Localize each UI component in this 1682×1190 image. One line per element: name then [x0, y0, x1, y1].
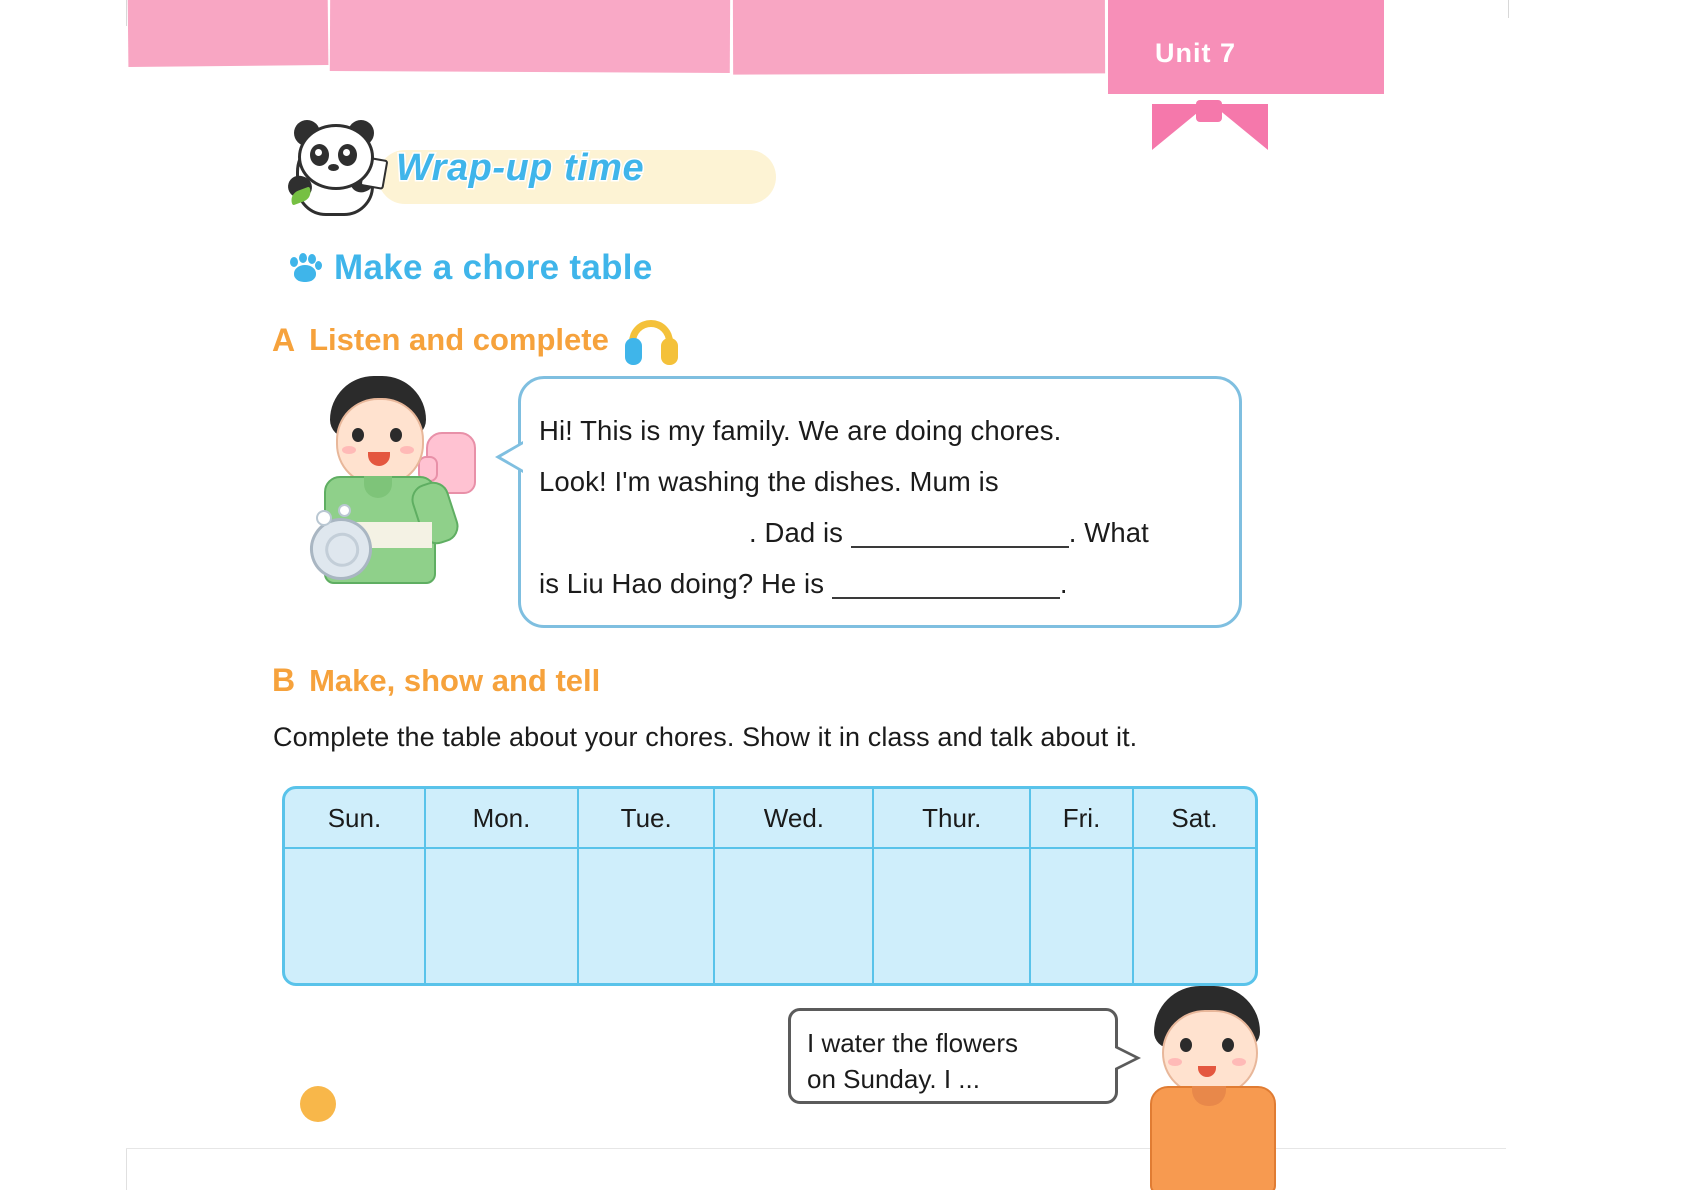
chore-table-header-row	[285, 789, 1255, 848]
boy-face	[336, 398, 424, 486]
section-a-heading: Listen and complete	[309, 322, 609, 357]
chore-cell-tue[interactable]	[578, 848, 714, 986]
section-b-letter: B	[272, 662, 296, 698]
boy-washing-dishes-illustration	[308, 372, 478, 602]
banner-strip-3	[733, 0, 1105, 75]
answer-blank-dad[interactable]	[851, 518, 1069, 548]
chore-table-header-sat: Sat.	[1133, 789, 1255, 848]
unit-ribbon-block	[1108, 0, 1384, 94]
page-bottom-rule	[126, 1148, 1506, 1149]
panda-mascot-icon	[286, 114, 382, 220]
lesson-title: Make a chore table	[334, 248, 653, 287]
speech-bubble-a	[518, 376, 1242, 628]
section-a-heading-row	[272, 316, 679, 364]
page-top-banner	[0, 0, 1682, 110]
chore-cell-mon[interactable]	[425, 848, 578, 986]
page-edge-line-right	[1508, 0, 1509, 18]
chore-table-header-wed: Wed.	[714, 789, 873, 848]
chore-table-header-sun: Sun.	[285, 789, 425, 848]
panda-eye-left	[310, 144, 329, 166]
chore-table-header-thur: Thur.	[873, 789, 1030, 848]
banner-strip-2	[330, 0, 730, 73]
speech-line-3-post: . What	[1068, 517, 1149, 548]
chore-table-header-tue: Tue.	[578, 789, 714, 848]
speech-b-line-2: on Sunday. I ...	[807, 1064, 980, 1094]
boy-b-cheek-right	[1232, 1058, 1246, 1066]
unit-label: Unit 7	[1155, 38, 1237, 68]
boy-b-cheek-left	[1168, 1058, 1182, 1066]
lesson-title-row	[288, 248, 653, 288]
boy-b-face	[1162, 1010, 1258, 1096]
speech-line-3	[539, 507, 1221, 558]
banner-strip-1	[128, 0, 329, 67]
page-margin-rule	[126, 1148, 127, 1190]
wrapup-header	[286, 112, 806, 220]
boy-b-eye-left	[1180, 1038, 1192, 1052]
section-a-letter: A	[272, 321, 296, 358]
speech-bubble-b-tail-inner	[1113, 1047, 1135, 1069]
boy-b-eye-right	[1222, 1038, 1234, 1052]
section-b-heading-row	[272, 662, 600, 699]
wrapup-title: Wrap-up time	[396, 147, 645, 189]
bottom-decoration-circle	[300, 1086, 336, 1122]
chore-cell-thur[interactable]	[873, 848, 1030, 986]
speech-bubble-a-text	[539, 405, 1221, 609]
speech-line-3-pre: . Dad is	[749, 517, 844, 548]
speech-line-4	[539, 558, 1221, 609]
boy-talking-illustration	[1140, 986, 1290, 1190]
speech-line-2: Look! I'm washing the dishes. Mum is	[539, 466, 999, 497]
soap-bubble-2	[338, 504, 351, 517]
chore-cell-sun[interactable]	[285, 848, 425, 986]
boy-eye-right	[390, 428, 402, 442]
chore-cell-wed[interactable]	[714, 848, 873, 986]
panda-eye-right	[338, 144, 357, 166]
boy-eye-left	[352, 428, 364, 442]
panda-nose	[328, 164, 339, 171]
chore-table-header-fri: Fri.	[1030, 789, 1133, 848]
speech-line-4-post: .	[1059, 568, 1068, 599]
chore-table-header-mon: Mon.	[425, 789, 578, 848]
section-b-heading: Make, show and tell	[309, 662, 601, 698]
chore-table-row	[285, 848, 1255, 986]
boy-cheek-left	[342, 446, 356, 454]
speech-bubble-a-tail-inner	[501, 443, 525, 471]
boy-cheek-right	[400, 446, 414, 454]
ribbon-knot	[1196, 100, 1222, 122]
chore-table[interactable]	[282, 786, 1258, 986]
chore-cell-sat[interactable]	[1133, 848, 1255, 986]
speech-line-1: Hi! This is my family. We are doing chores.	[539, 415, 1062, 446]
chore-cell-fri[interactable]	[1030, 848, 1133, 986]
paw-icon	[288, 253, 322, 283]
speech-b-line-1: I water the flowers	[807, 1028, 1018, 1058]
speech-bubble-b	[788, 1008, 1118, 1104]
answer-blank-liuhao[interactable]	[832, 569, 1060, 599]
speech-line-4-pre: is Liu Hao doing? He is	[539, 568, 825, 599]
soap-bubble-1	[316, 510, 332, 526]
section-b-description: Complete the table about your chores. Show it in class and talk about it.	[273, 722, 1138, 752]
headphones-icon	[623, 320, 679, 368]
page-edge-line-left	[126, 0, 127, 26]
speech-bubble-b-text	[807, 1025, 1103, 1097]
